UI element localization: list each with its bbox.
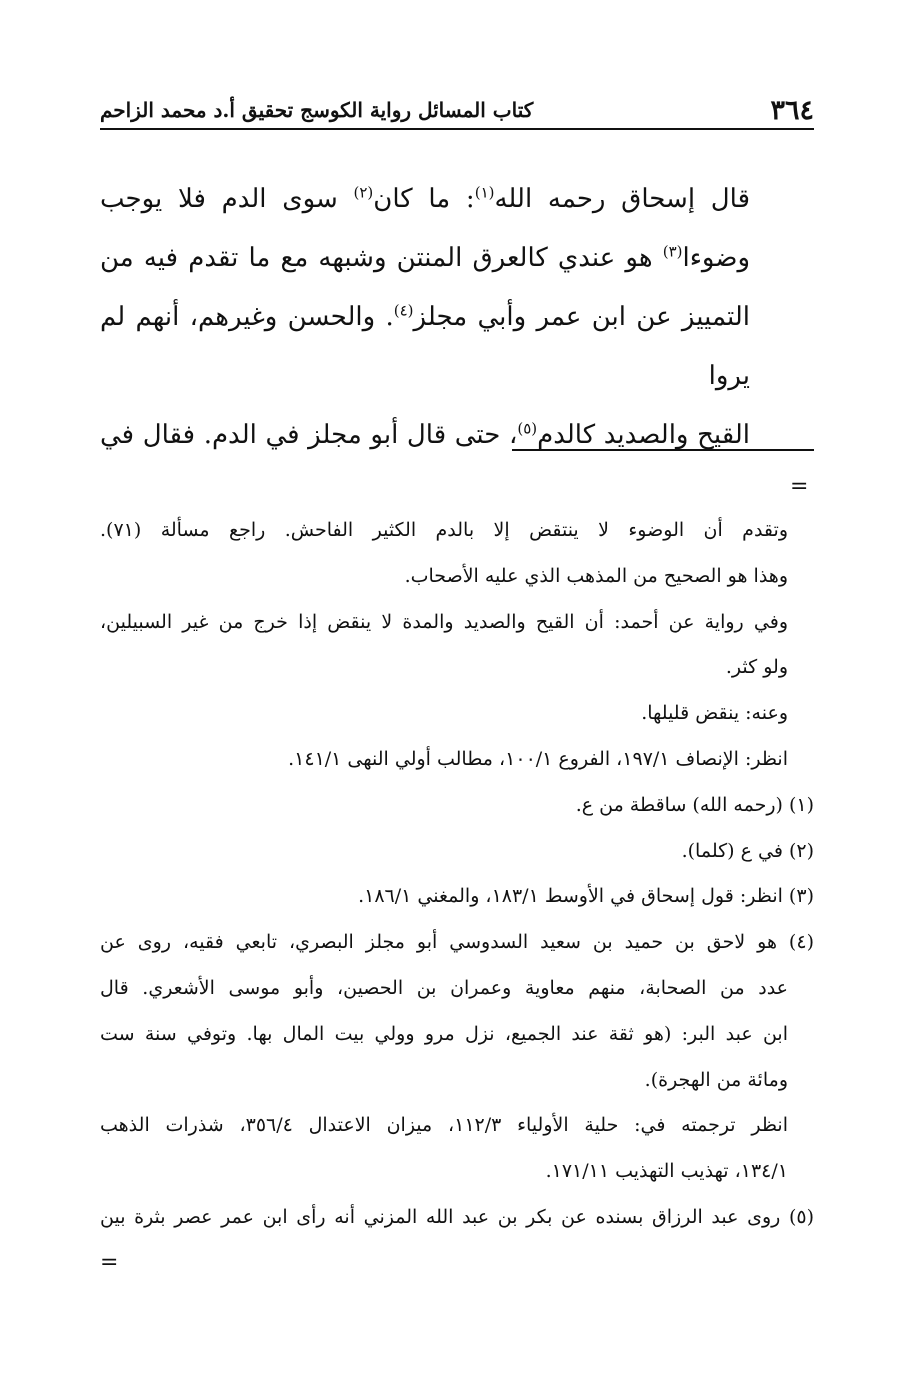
footnote-2: (٢) في ع (كلما). <box>681 839 814 862</box>
footnote-line: ١٣٤/١، تهذيب التهذيب ١٧١/١١. <box>545 1160 788 1183</box>
main-text <box>100 170 750 465</box>
footnote-5: (٥) روى عبد الرزاق بسنده عن بكر بن عبد الله المزني أنه رأى ابن عمر عصر بثرة بين <box>100 1205 814 1228</box>
footnote-line: عدد من الصحابة، منهم معاوية وعمران بن الحصين، وأبو موسى الأشعري. قال <box>100 976 788 999</box>
page-number: ٣٦٤ <box>770 94 814 126</box>
running-title: كتاب المسائل رواية الكوسج تحقيق أ.د محمد الزاحم <box>100 98 534 122</box>
footnote-line: وفي رواية عن أحمد: أن القيح والصديد والمدة لا ينقض إذا خرج من غير السبيلين، <box>100 610 788 633</box>
text-line: التمييز عن ابن عمر وأبي مجلز$^{(٤)}$. والحسن وغيرهم، أنهم لم يروا <box>100 301 750 391</box>
footnote-line: ولو كثر. <box>725 656 788 679</box>
running-header <box>100 92 814 130</box>
text-line: وضوءا$^{(٣)}$ هو عندي كالعرق المنتن وشبهه مع ما تقدم فيه من <box>100 242 750 273</box>
footnote-ref[interactable]: (٤) <box>393 301 414 320</box>
footnote-separator <box>512 449 814 451</box>
footnote-1: (١) (رحمه الله) ساقطة من ع. <box>575 793 814 816</box>
footnote-line: ومائة من الهجرة). <box>644 1068 788 1091</box>
continuation-mark-bottom: = <box>100 1250 119 1275</box>
continuation-mark-top: = <box>790 474 809 499</box>
footnote-line: وعنه: ينقض قليلها. <box>641 702 788 725</box>
footnote-line: وهذا هو الصحيح من المذهب الذي عليه الأصحاب. <box>404 564 788 587</box>
footnote-line: ابن عبد البر: (هو ثقة عند الجميع، نزل مرو وولي بيت المال بها. وتوفي سنة ست <box>100 1022 788 1045</box>
footnote-line: وتقدم أن الوضوء لا ينتقض إلا بالدم الكثير الفاحش. راجع مسألة (٧١). <box>100 519 788 541</box>
text-line: قال إسحاق رحمه الله$^{(١)}$: ما كان$^{(٢)}$ سوى الدم فلا يوجب <box>100 183 751 214</box>
footnote-line: انظر: الإنصاف ١٩٧/١، الفروع ١٠٠/١، مطالب أولي النهى ١٤١/١. <box>288 747 788 770</box>
text-line: القيح والصديد كالدم$^{(٥)}$، حتى قال أبو مجلز في الدم. فقال في <box>100 419 750 450</box>
footnote-ref[interactable]: (٥) <box>517 419 538 438</box>
footnote-ref[interactable]: (٣) <box>662 242 683 261</box>
footnote-4: (٤) هو لاحق بن حميد بن سعيد السدوسي أبو مجلز البصري، تابعي فقيه، روى عن <box>100 931 814 954</box>
footnotes <box>100 508 814 1241</box>
footnote-3: (٣) انظر: قول إسحاق في الأوسط ١٨٣/١، والمغني ١٨٦/١. <box>358 885 814 908</box>
footnote-ref[interactable]: (١) <box>474 183 495 202</box>
footnote-ref[interactable]: (٢) <box>353 183 374 202</box>
footnote-line: انظر ترجمته في: حلية الأولياء ١١٢/٣، ميزان الاعتدال ٣٥٦/٤، شذرات الذهب <box>100 1114 788 1137</box>
